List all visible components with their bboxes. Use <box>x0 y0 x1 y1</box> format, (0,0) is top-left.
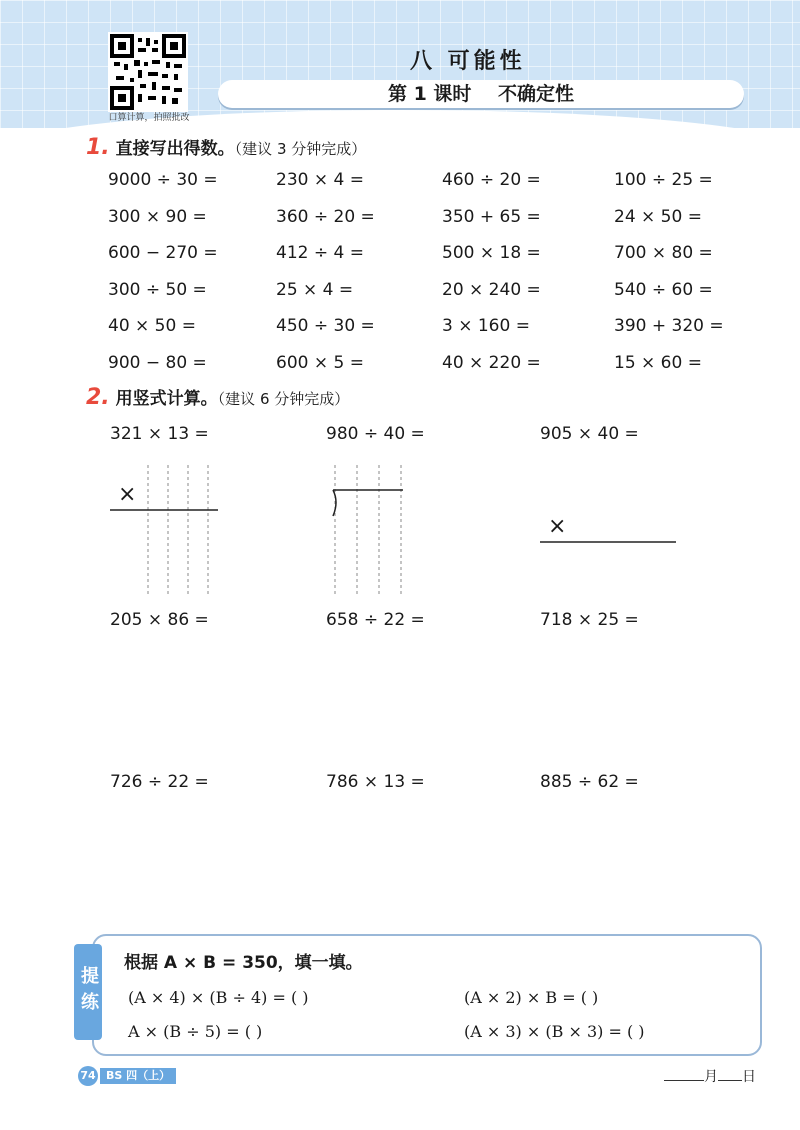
vertical-calc-problem: 726 ÷ 22 = <box>110 772 209 792</box>
unit-title: 八 可能性 <box>410 49 526 74</box>
vertical-calc-problem: 905 × 40 = <box>540 424 639 444</box>
vertical-calc-problem: 658 ÷ 22 = <box>326 610 425 630</box>
mental-math-problem: 460 ÷ 20 = <box>442 170 541 190</box>
mental-math-problem: 900 − 80 = <box>108 352 207 373</box>
lesson-name: 不确定性 <box>498 83 575 105</box>
mental-math-problem: 700 × 80 = <box>614 243 713 263</box>
mental-math-problem: 600 × 5 = <box>276 352 364 373</box>
practice-item-1[interactable]: (A × 4) × (B ÷ 4) = ( ) <box>128 988 309 1007</box>
page-number: 74 <box>78 1066 98 1086</box>
vertical-calc-problem: 205 × 86 = <box>110 610 209 630</box>
vertical-calc-problem: 321 × 13 = <box>110 424 209 444</box>
mental-math-problem: 15 × 60 = <box>614 352 702 373</box>
practice-tab: 提练 <box>74 944 102 1040</box>
mental-math-problem: 9000 ÷ 30 = <box>108 170 218 190</box>
qr-code-icon[interactable] <box>108 32 188 112</box>
section-1-number: 1. <box>86 135 110 160</box>
section-1-hint: （建议 3 分钟完成） <box>234 140 367 158</box>
practice-item-4[interactable]: (A × 3) × (B × 3) = ( ) <box>464 1022 645 1041</box>
vertical-calc-problem: 718 × 25 = <box>540 610 639 630</box>
date-field <box>664 1066 756 1086</box>
mental-math-problem: 412 ÷ 4 = <box>276 243 364 263</box>
practice-title: 根据 A × B = 350，填一填。 <box>124 953 363 973</box>
vertical-calc-problem: 980 ÷ 40 = <box>326 424 425 444</box>
multiply-sign-1: × <box>118 482 137 507</box>
section-2-title <box>86 384 349 410</box>
mental-math-problem: 100 ÷ 25 = <box>614 170 713 190</box>
mental-math-problem: 300 × 90 = <box>108 206 207 227</box>
section-2-hint: （建议 6 分钟完成） <box>217 390 350 408</box>
month-blank[interactable] <box>664 1068 704 1081</box>
day-blank[interactable] <box>718 1068 742 1081</box>
book-label: BS 四（上） <box>100 1068 176 1084</box>
month-label: 月 <box>704 1069 718 1085</box>
vertical-calc-problem: 885 ÷ 62 = <box>540 772 639 792</box>
mental-math-problem: 3 × 160 = <box>442 316 530 336</box>
mental-math-problem: 300 ÷ 50 = <box>108 279 207 300</box>
mental-math-problem: 450 ÷ 30 = <box>276 316 375 336</box>
mental-math-problem: 25 × 4 = <box>276 279 354 300</box>
practice-item-2[interactable]: (A × 2) × B = ( ) <box>464 988 599 1007</box>
section-2-text: 用竖式计算。 <box>115 389 218 409</box>
day-label: 日 <box>742 1069 756 1085</box>
mental-math-problem: 20 × 240 = <box>442 279 541 300</box>
mental-math-problem: 390 + 320 = <box>614 316 724 336</box>
mental-math-problem: 600 − 270 = <box>108 243 218 263</box>
mental-math-problem: 500 × 18 = <box>442 243 541 263</box>
mental-math-problem: 230 × 4 = <box>276 170 364 190</box>
practice-item-3[interactable]: A × (B ÷ 5) = ( ) <box>128 1022 263 1041</box>
section-2-number: 2. <box>86 385 110 410</box>
section-1-text: 直接写出得数。 <box>115 139 235 159</box>
lesson-title-bar <box>218 80 744 108</box>
mental-math-problem: 40 × 50 = <box>108 316 196 336</box>
vertical-calc-problem: 786 × 13 = <box>326 772 425 792</box>
multiply-sign-3: × <box>548 514 567 539</box>
mental-math-problem: 40 × 220 = <box>442 352 541 373</box>
mental-math-problem: 350 + 65 = <box>442 206 541 227</box>
qr-caption: 口算计算，拍照批改 <box>108 113 190 123</box>
mental-math-problem: 360 ÷ 20 = <box>276 206 375 227</box>
section-1-title <box>86 134 366 160</box>
mental-math-problem: 24 × 50 = <box>614 206 702 227</box>
lesson-label: 第 1 课时 <box>387 83 472 105</box>
mental-math-problem: 540 ÷ 60 = <box>614 279 713 300</box>
